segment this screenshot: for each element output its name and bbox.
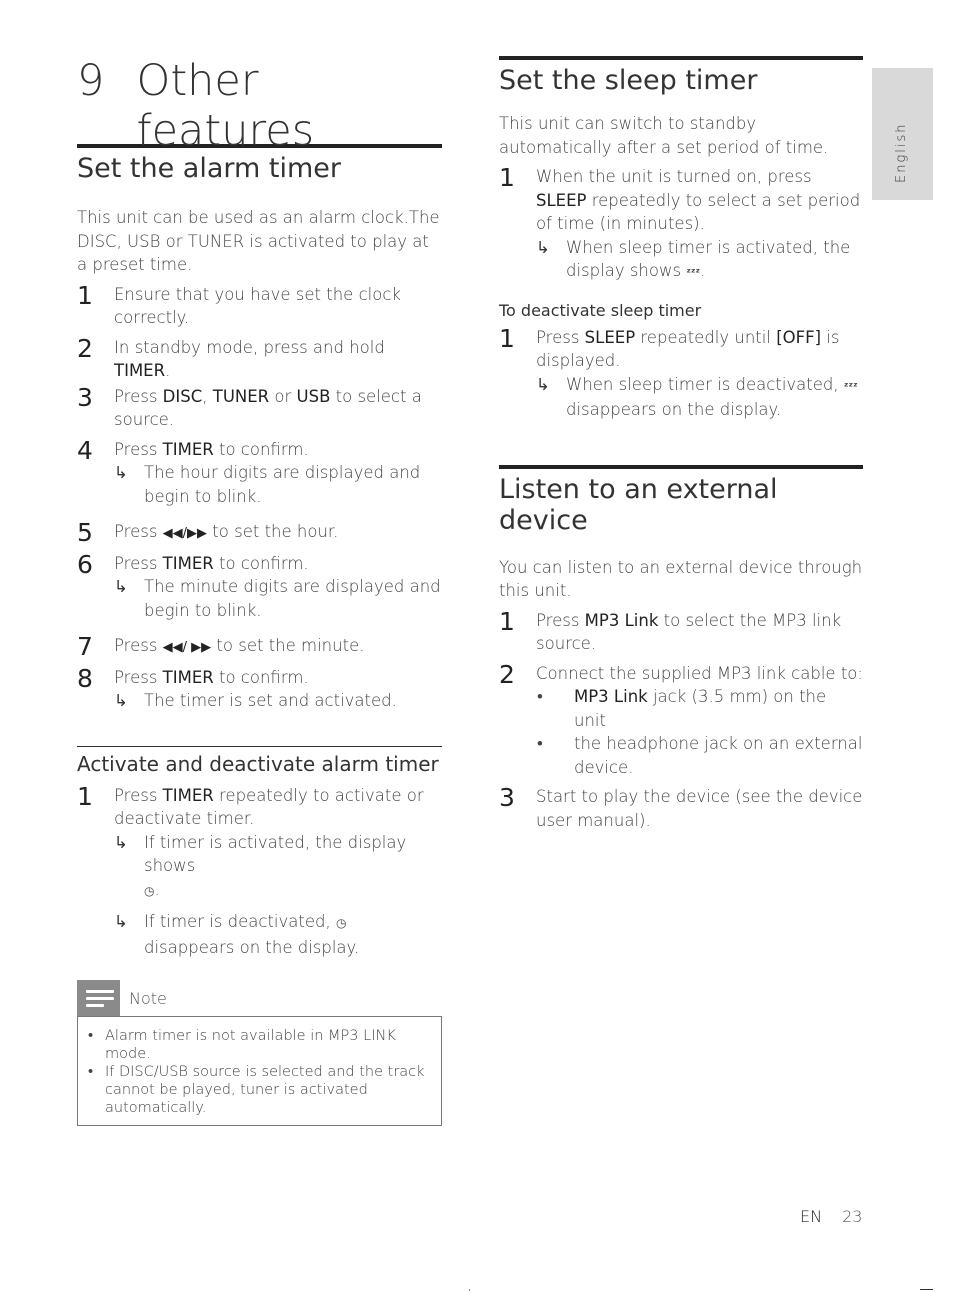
chapter-name: Other features [136, 56, 315, 156]
note-header [77, 980, 442, 1016]
result-arrow-icon: ↳ [114, 463, 128, 482]
note-label: Note [129, 988, 167, 1008]
step-result: ↳ When sleep timer is activated, the display shows ᶻᶻᶻ. [536, 236, 863, 285]
activate-step-1 [77, 781, 442, 960]
step-text: Ensure that you have set the clock correctly. [114, 284, 401, 327]
footer-language: EN [800, 1207, 823, 1226]
result-arrow-icon: ↳ [536, 374, 550, 394]
step-number: 3 [499, 783, 515, 812]
page-footer [800, 1207, 862, 1226]
alarm-heading: Set the alarm timer [77, 153, 342, 184]
note-icon [77, 980, 120, 1016]
skip-buttons-icon: ◀◀/ ▶▶ [162, 640, 212, 655]
key-label: TIMER [114, 361, 166, 380]
right-column [499, 56, 863, 832]
step-result: ↳ The timer is set and activated. [114, 689, 442, 713]
language-side-tab [872, 68, 933, 200]
alarm-step-4 [77, 435, 442, 509]
alarm-step-8 [77, 663, 442, 713]
step-number: 5 [77, 518, 93, 547]
result-arrow-icon: ↳ [114, 912, 128, 931]
section-rule [499, 465, 863, 469]
note-item: • If DISC/USB source is selected and the track cannot be played, tuner is activated automatically. [88, 1064, 425, 1116]
external-heading: Listen to an external device [499, 473, 778, 536]
chapter-title [77, 56, 442, 156]
crop-mark [920, 1289, 933, 1290]
step-text: Press TIMER to confirm. ↳ The hour digits are displayed and begin to blink. [114, 438, 442, 509]
step-text: Press TIMER to confirm. ↳ The timer is set and activated. [114, 666, 442, 713]
note-item: • Alarm timer is not available in MP3 LINK mode. [88, 1028, 396, 1062]
step-text: Press ◀◀/▶▶ to set the hour. [114, 522, 339, 541]
step-result: ↳ If timer is activated, the display shows ◷. [114, 831, 442, 904]
alarm-step-7 [77, 634, 442, 660]
side-tab-label: English [894, 122, 909, 183]
external-step-2 [499, 659, 863, 780]
step-text: Press ◀◀/ ▶▶ to set the minute. [114, 636, 365, 655]
sleep-icon: ᶻᶻᶻ [686, 266, 701, 279]
page-number: 23 [842, 1207, 863, 1226]
step-text: Start to play the device (see the device user manual). [536, 787, 863, 830]
step-text: Press MP3 Link to select the MP3 link source. [536, 610, 842, 653]
chapter-number: 9 [77, 56, 105, 106]
left-column [77, 56, 442, 1126]
step-number: 2 [77, 333, 93, 363]
deactivate-sleep-heading: To deactivate sleep timer [499, 300, 702, 320]
alarm-step-6 [77, 549, 442, 623]
section-rule [499, 56, 863, 60]
sleep-step-deactivate [499, 323, 863, 422]
sleep-step-1 [499, 165, 863, 285]
step-number: 1 [499, 323, 515, 353]
bullet-item: • MP3 Link jack (3.5 mm) on the unit [537, 687, 827, 730]
result-arrow-icon: ↳ [114, 832, 128, 852]
note-box [77, 1016, 442, 1126]
step-result: ↳ The minute digits are displayed and begin to blink. [114, 575, 442, 622]
sleep-icon: ᶻᶻᶻ [843, 379, 858, 393]
step-text: Press TIMER repeatedly to activate or deactivate timer. ↳ If timer is activated, the display shows ◷. ↳ If timer is deactivated, ◷ disappears on the display. [114, 784, 442, 960]
step-number: 3 [77, 382, 93, 412]
external-intro: You can listen to an external device through this unit. [499, 557, 863, 600]
step-number: 8 [77, 663, 93, 693]
result-arrow-icon: ↳ [114, 691, 128, 710]
step-number: 4 [77, 435, 93, 465]
sleep-heading: Set the sleep timer [499, 65, 758, 96]
alarm-step-5 [77, 520, 442, 546]
step-number: 7 [77, 632, 93, 661]
step-result: ↳ If timer is deactivated, ◷ disappears on the display. [114, 910, 442, 959]
step-number: 1 [77, 781, 93, 811]
alarm-clock-icon: ◷ [144, 883, 155, 898]
alarm-clock-icon: ◷ [335, 916, 347, 930]
activate-heading: Activate and deactivate alarm timer [77, 751, 439, 776]
bullet-item: • the headphone jack on an external device. [537, 734, 863, 777]
result-arrow-icon: ↳ [114, 577, 128, 596]
step-result: ↳ The hour digits are displayed and begin to blink. [114, 461, 442, 508]
subsection-rule [77, 746, 442, 747]
alarm-step-1 [77, 280, 442, 330]
external-step-1 [499, 606, 863, 656]
external-step-3 [499, 785, 863, 832]
sleep-intro: This unit can switch to standby automatically after a set period of time. [499, 114, 829, 157]
result-arrow-icon: ↳ [536, 237, 550, 257]
step-text: Press TIMER to confirm. ↳ The minute digits are displayed and begin to blink. [114, 552, 442, 623]
step-number: 1 [499, 163, 515, 192]
step-number: 1 [77, 280, 93, 310]
step-number: 6 [77, 549, 93, 579]
step-text: In standby mode, press and hold TIMER. [114, 337, 385, 380]
alarm-step-2 [77, 333, 442, 383]
step-result: ↳ When sleep timer is deactivated, ᶻᶻᶻ disappears on the display. [536, 373, 863, 422]
step-text: Press SLEEP repeatedly until [OFF] is displayed. ↳ When sleep timer is deactivated, ᶻᶻᶻ disappears on the display. [536, 326, 863, 422]
skip-buttons-icon: ◀◀/▶▶ [162, 526, 208, 541]
alarm-step-3 [77, 382, 442, 432]
step-text: Connect the supplied MP3 link cable to: • MP3 Link jack (3.5 mm) on the unit • the headphone jack on an external device. [536, 662, 863, 780]
step-number: 2 [499, 659, 515, 689]
alarm-intro: This unit can be used as an alarm clock.The DISC, USB or TUNER is activated to play at a preset time. [77, 208, 440, 274]
note-block [77, 980, 442, 1126]
step-number: 1 [499, 606, 515, 636]
step-text: When the unit is turned on, press SLEEP repeatedly to select a set period of time (in minutes). ↳ When sleep timer is activated, the display shows ᶻᶻᶻ. [536, 165, 863, 285]
step-text: Press DISC, TUNER or USB to select a source. [114, 386, 422, 429]
